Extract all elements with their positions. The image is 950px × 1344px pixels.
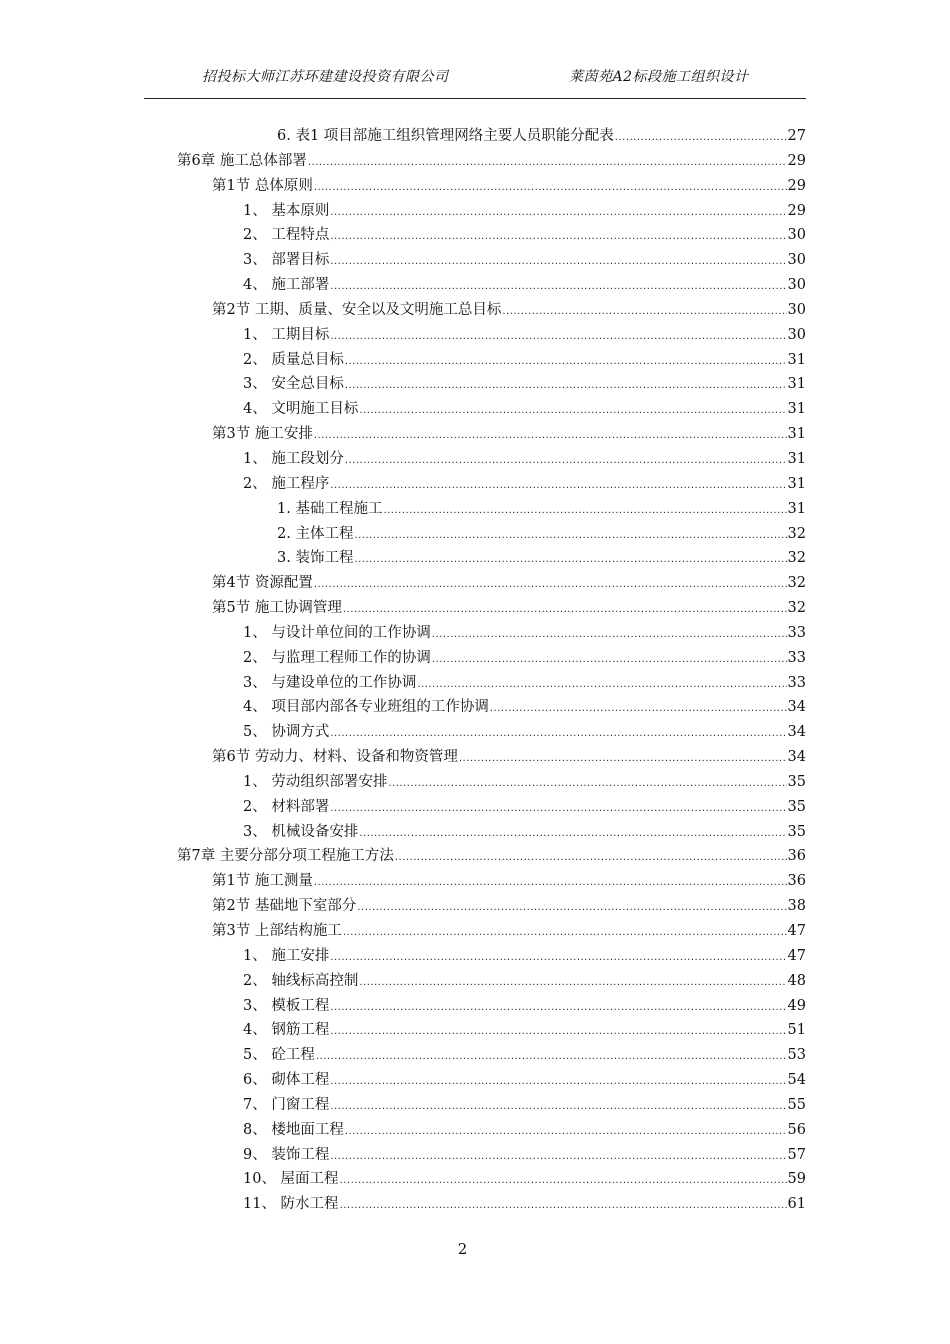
toc-entry-line	[243, 273, 806, 300]
toc-dot-leader	[330, 474, 786, 499]
table-of-contents	[0, 124, 950, 1217]
toc-entry-title: 7、 门窗工程	[243, 1096, 330, 1113]
toc-entry-page: 30	[787, 252, 806, 269]
toc-dot-leader	[432, 648, 787, 673]
toc-entry-page: 47	[787, 947, 806, 964]
toc-entry[interactable]	[0, 969, 950, 994]
toc-entry[interactable]	[0, 323, 950, 348]
toc-entry-line	[212, 894, 806, 921]
toc-entry-title: 6. 表1 项目部施工组织管理网络主要人员职能分配表	[277, 128, 614, 144]
toc-dot-leader	[343, 921, 787, 946]
toc-entry-title: 6、 砌体工程	[243, 1072, 330, 1089]
toc-entry-line	[212, 869, 806, 896]
toc-entry[interactable]	[0, 199, 950, 224]
toc-entry-line	[243, 1167, 806, 1194]
toc-entry-page: 35	[787, 773, 806, 790]
toc-entry-title: 2、 施工程序	[243, 475, 330, 492]
toc-entry[interactable]	[0, 1093, 950, 1118]
toc-entry-line	[243, 472, 806, 499]
toc-dot-leader	[359, 822, 786, 847]
toc-entry[interactable]	[0, 1018, 950, 1043]
toc-entry[interactable]	[0, 646, 950, 671]
toc-entry-line	[277, 522, 806, 549]
toc-entry-line	[243, 1068, 806, 1095]
toc-entry-page: 30	[787, 326, 806, 343]
toc-entry-page: 31	[787, 376, 806, 393]
toc-entry-page: 51	[787, 1022, 806, 1039]
toc-dot-leader	[345, 350, 787, 375]
toc-entry-page: 32	[787, 600, 806, 617]
toc-entry[interactable]	[0, 372, 950, 397]
toc-entry[interactable]	[0, 447, 950, 472]
toc-entry-page: 30	[787, 301, 806, 318]
toc-entry[interactable]	[0, 298, 950, 323]
toc-entry-line	[277, 497, 806, 524]
toc-entry-title: 4、 文明施工目标	[243, 401, 359, 418]
toc-entry-title: 1. 基础工程施工	[277, 500, 383, 517]
toc-dot-leader	[388, 772, 786, 797]
toc-entry[interactable]	[0, 919, 950, 944]
toc-entry[interactable]	[0, 546, 950, 571]
toc-entry-line	[277, 124, 806, 151]
toc-entry[interactable]	[0, 422, 950, 447]
toc-entry-page: 38	[787, 898, 806, 915]
toc-entry[interactable]	[0, 124, 950, 149]
toc-entry-page: 54	[787, 1072, 806, 1089]
toc-entry-page: 55	[787, 1096, 806, 1113]
toc-entry-page: 31	[787, 450, 806, 467]
toc-entry-title: 第6节 劳动力、材料、设备和物资管理	[212, 749, 458, 766]
toc-entry[interactable]	[0, 695, 950, 720]
toc-entry[interactable]	[0, 1143, 950, 1168]
toc-dot-leader	[343, 598, 787, 623]
toc-entry-page: 31	[787, 401, 806, 418]
toc-entry-line	[212, 919, 806, 946]
toc-entry-line	[177, 844, 806, 871]
toc-entry-line	[243, 820, 806, 847]
toc-dot-leader	[330, 325, 786, 350]
toc-entry-line	[212, 422, 806, 449]
toc-dot-leader	[354, 548, 786, 573]
toc-entry[interactable]	[0, 869, 950, 894]
toc-entry-page: 36	[787, 848, 806, 865]
toc-entry-title: 第5节 施工协调管理	[212, 600, 342, 617]
header-company-name: 招投标大师江苏环建建设投资有限公司	[202, 69, 449, 85]
toc-entry-title: 第1节 总体原则	[212, 177, 313, 194]
toc-entry-page: 34	[787, 699, 806, 716]
toc-dot-leader	[354, 524, 786, 549]
toc-entry-line	[243, 1043, 806, 1070]
toc-entry-line	[212, 174, 806, 201]
toc-entry-line	[243, 944, 806, 971]
toc-dot-leader	[330, 946, 786, 971]
toc-entry-line	[243, 199, 806, 226]
toc-entry-line	[243, 447, 806, 474]
toc-entry[interactable]	[0, 745, 950, 770]
toc-dot-leader	[345, 1120, 787, 1145]
toc-entry[interactable]	[0, 994, 950, 1019]
toc-entry-line	[243, 994, 806, 1021]
toc-entry[interactable]	[0, 497, 950, 522]
toc-dot-leader	[490, 697, 787, 722]
toc-entry[interactable]	[0, 472, 950, 497]
toc-entry-title: 3、 机械设备安排	[243, 823, 359, 840]
toc-dot-leader	[314, 424, 787, 449]
toc-entry-title: 2、 轴线标高控制	[243, 972, 359, 989]
toc-entry-title: 4、 施工部署	[243, 277, 330, 294]
toc-entry-line	[212, 298, 806, 325]
toc-dot-leader	[314, 871, 787, 896]
toc-entry-line	[243, 795, 806, 822]
toc-entry-title: 8、 楼地面工程	[243, 1121, 344, 1138]
toc-entry-page: 29	[787, 177, 806, 194]
toc-dot-leader	[359, 971, 786, 996]
toc-entry-line	[243, 671, 806, 698]
toc-entry[interactable]	[0, 770, 950, 795]
toc-entry-page: 48	[787, 972, 806, 989]
toc-entry[interactable]	[0, 273, 950, 298]
toc-entry-line	[243, 1118, 806, 1145]
toc-entry-line	[212, 596, 806, 623]
toc-entry-title: 2、 工程特点	[243, 227, 330, 244]
toc-entry-title: 1、 施工段划分	[243, 450, 344, 467]
toc-entry-title: 2. 主体工程	[277, 525, 354, 542]
toc-dot-leader	[459, 747, 787, 772]
toc-entry-page: 31	[787, 500, 806, 517]
toc-entry-page: 34	[787, 749, 806, 766]
toc-entry[interactable]	[0, 944, 950, 969]
toc-entry-line	[243, 695, 806, 722]
toc-dot-leader	[345, 449, 787, 474]
toc-entry-line	[177, 149, 806, 176]
toc-entry-title: 第3节 上部结构施工	[212, 923, 342, 939]
toc-entry-line	[243, 969, 806, 996]
toc-entry[interactable]	[0, 671, 950, 696]
toc-entry-title: 1、 施工安排	[243, 947, 330, 964]
toc-entry-page: 33	[787, 674, 806, 691]
toc-entry-title: 1、 基本原则	[243, 202, 330, 219]
toc-entry-title: 2、 质量总目标	[243, 351, 344, 368]
toc-dot-leader	[359, 399, 786, 424]
toc-entry[interactable]	[0, 571, 950, 596]
toc-entry-line	[243, 1093, 806, 1120]
toc-entry-line	[243, 621, 806, 648]
toc-entry-line	[243, 1018, 806, 1045]
toc-dot-leader	[330, 1020, 786, 1045]
toc-entry-title: 4、 钢筋工程	[243, 1022, 330, 1039]
toc-entry-page: 32	[787, 550, 806, 567]
toc-entry-page: 29	[787, 152, 806, 169]
toc-entry-line	[243, 348, 806, 375]
toc-entry-line	[212, 571, 806, 598]
toc-entry-title: 第4节 资源配置	[212, 575, 313, 592]
toc-entry-page: 36	[787, 873, 806, 890]
toc-entry-page: 30	[787, 227, 806, 244]
toc-entry-page: 33	[787, 624, 806, 641]
toc-entry-title: 1、 劳动组织部署安排	[243, 773, 388, 790]
toc-entry-page: 59	[787, 1171, 806, 1188]
toc-entry[interactable]	[0, 795, 950, 820]
toc-dot-leader	[330, 225, 786, 250]
toc-entry-title: 第2节 工期、质量、安全以及文明施工总目标	[212, 301, 502, 318]
toc-entry-page: 30	[787, 277, 806, 294]
toc-entry-title: 第6章 施工总体部署	[177, 152, 307, 169]
toc-entry-page: 35	[787, 823, 806, 840]
toc-entry-title: 3、 模板工程	[243, 997, 330, 1014]
page-header	[144, 64, 806, 99]
toc-dot-leader	[330, 201, 786, 226]
toc-entry[interactable]	[0, 149, 950, 174]
toc-entry-title: 3、 部署目标	[243, 252, 330, 269]
toc-entry[interactable]	[0, 596, 950, 621]
toc-entry-title: 第3节 施工安排	[212, 426, 313, 443]
toc-dot-leader	[330, 797, 786, 822]
toc-dot-leader	[330, 996, 786, 1021]
toc-dot-leader	[314, 176, 787, 201]
toc-entry-page: 29	[787, 202, 806, 219]
toc-entry[interactable]	[0, 1068, 950, 1093]
toc-dot-leader	[432, 623, 787, 648]
toc-entry[interactable]	[0, 1118, 950, 1143]
toc-entry[interactable]	[0, 348, 950, 373]
toc-dot-leader	[340, 1169, 787, 1194]
toc-entry-page: 49	[787, 997, 806, 1014]
toc-entry[interactable]	[0, 621, 950, 646]
toc-entry[interactable]	[0, 174, 950, 199]
toc-dot-leader	[330, 250, 786, 275]
toc-entry-title: 5、 砼工程	[243, 1047, 315, 1064]
toc-entry-page: 32	[787, 525, 806, 542]
toc-dot-leader	[615, 126, 787, 151]
toc-entry-page: 34	[787, 724, 806, 741]
toc-entry-line	[243, 248, 806, 275]
toc-dot-leader	[330, 275, 786, 300]
toc-entry[interactable]	[0, 844, 950, 869]
toc-dot-leader	[330, 1145, 786, 1170]
toc-dot-leader	[330, 1070, 786, 1095]
toc-entry-line	[243, 646, 806, 673]
toc-entry-line	[277, 546, 806, 573]
toc-entry-page: 31	[787, 351, 806, 368]
toc-entry-title: 3. 装饰工程	[277, 550, 354, 567]
toc-entry-title: 1、 与设计单位间的工作协调	[243, 624, 431, 641]
toc-entry[interactable]	[0, 1043, 950, 1068]
toc-entry-page: 32	[787, 575, 806, 592]
toc-entry[interactable]	[0, 720, 950, 745]
toc-entry-title: 第7章 主要分部分项工程施工方法	[177, 848, 394, 865]
toc-entry-title: 第2节 基础地下室部分	[212, 898, 357, 915]
toc-entry[interactable]	[0, 1192, 950, 1217]
toc-dot-leader	[357, 896, 786, 921]
toc-entry-title: 2、 材料部署	[243, 798, 330, 815]
toc-entry[interactable]	[0, 248, 950, 273]
toc-entry-page: 31	[787, 426, 806, 443]
toc-entry-line	[243, 1192, 806, 1219]
toc-entry-page: 27	[787, 128, 806, 144]
toc-dot-leader	[316, 1045, 787, 1070]
toc-entry-line	[243, 372, 806, 399]
toc-entry-line	[243, 223, 806, 250]
toc-entry-page: 57	[787, 1146, 806, 1163]
toc-entry[interactable]	[0, 522, 950, 547]
toc-entry-page: 33	[787, 649, 806, 666]
toc-entry-page: 56	[787, 1121, 806, 1138]
toc-entry-title: 第1节 施工测量	[212, 873, 313, 890]
toc-dot-leader	[383, 499, 786, 524]
toc-entry[interactable]	[0, 397, 950, 422]
header-document-title: 莱茵苑A2标段施工组织设计	[569, 69, 749, 85]
toc-entry-title: 2、 与监理工程师工作的协调	[243, 649, 431, 666]
toc-dot-leader	[417, 673, 786, 698]
toc-entry-title: 10、 屋面工程	[243, 1171, 339, 1188]
toc-entry[interactable]	[0, 894, 950, 919]
page-number: 2	[457, 1240, 468, 1258]
toc-dot-leader	[314, 573, 787, 598]
toc-entry[interactable]	[0, 820, 950, 845]
toc-dot-leader	[330, 722, 786, 747]
toc-entry-line	[243, 770, 806, 797]
toc-entry-line	[243, 397, 806, 424]
toc-dot-leader	[345, 374, 787, 399]
toc-dot-leader	[330, 1095, 786, 1120]
toc-entry-line	[243, 323, 806, 350]
toc-dot-leader	[395, 846, 787, 871]
toc-entry-page: 53	[787, 1047, 806, 1064]
toc-entry-page: 61	[787, 1196, 806, 1213]
toc-entry[interactable]	[0, 223, 950, 248]
toc-entry-line	[212, 745, 806, 772]
toc-entry-page: 35	[787, 798, 806, 815]
toc-dot-leader	[502, 300, 786, 325]
toc-entry-line	[243, 1143, 806, 1170]
toc-dot-leader	[340, 1194, 787, 1219]
toc-entry[interactable]	[0, 1167, 950, 1192]
toc-entry-title: 9、 装饰工程	[243, 1146, 330, 1163]
toc-dot-leader	[308, 151, 787, 176]
toc-entry-title: 1、 工期目标	[243, 326, 330, 343]
toc-entry-title: 3、 与建设单位的工作协调	[243, 674, 417, 691]
toc-entry-page: 47	[787, 923, 806, 939]
toc-entry-title: 11、 防水工程	[243, 1196, 339, 1213]
toc-entry-title: 4、 项目部内部各专业班组的工作协调	[243, 699, 489, 716]
toc-entry-title: 3、 安全总目标	[243, 376, 344, 393]
toc-entry-page: 31	[787, 475, 806, 492]
toc-entry-title: 5、 协调方式	[243, 724, 330, 741]
toc-entry-line	[243, 720, 806, 747]
